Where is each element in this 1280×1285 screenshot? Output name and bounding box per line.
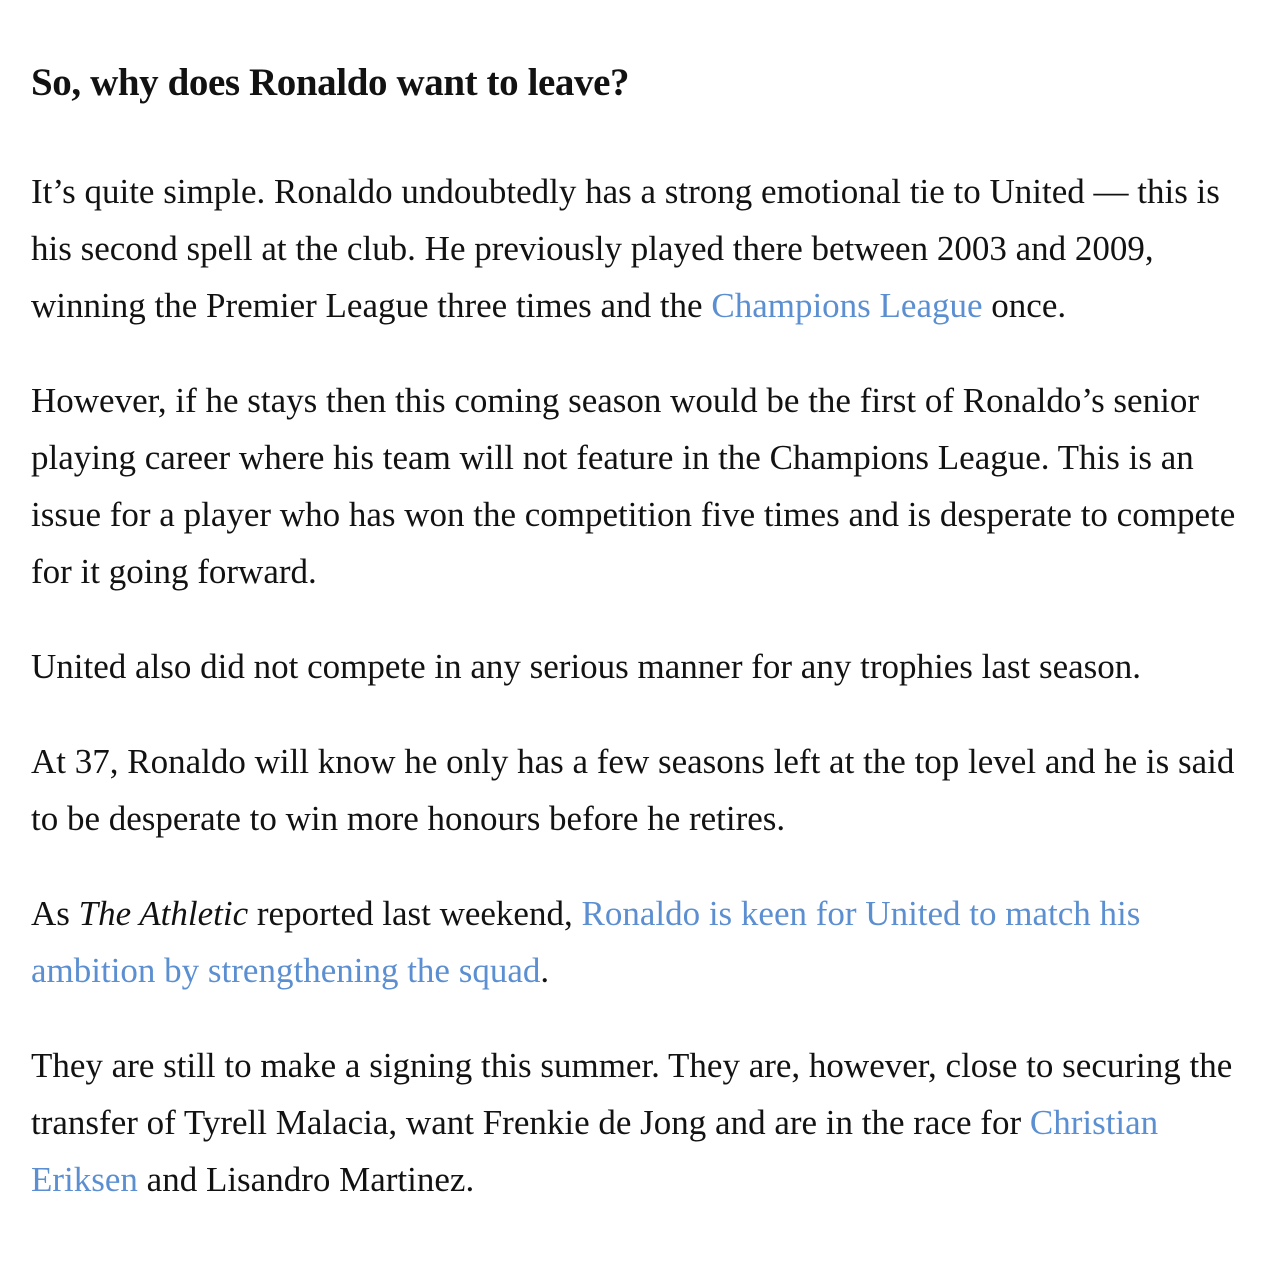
paragraph-emotional-tie xyxy=(31,163,1256,334)
christian-eriksen-link[interactable]: Christian Eriksen xyxy=(31,1103,1159,1199)
paragraph-text: As xyxy=(31,894,79,933)
paragraph-text: and Lisandro Martinez. xyxy=(137,1160,475,1199)
paragraph-signings xyxy=(31,1037,1256,1208)
section-heading: So, why does Ronaldo want to leave? xyxy=(31,61,630,104)
article-body xyxy=(31,54,1256,1208)
paragraph-text: once. xyxy=(982,286,1067,325)
paragraph-text: It’s quite simple. Ronaldo undoubtedly has a strong emotional tie to United — this is his second spell at the club. He previously played there between 2003 and 2009, winning the Premier League three times and the xyxy=(31,172,1220,325)
ronaldo-ambition-link[interactable]: Ronaldo is keen for United to match his ambition by strengthening the squad xyxy=(31,894,1141,990)
paragraph-text: . xyxy=(540,951,550,990)
paragraph-age: At 37, Ronaldo will know he only has a few seasons left at the top level and he is said to be desperate to win more honours before he retires. xyxy=(31,742,1235,838)
paragraph-text: They are still to make a signing this summer. They are, however, close to securing the transfer of Tyrell Malacia, want Frenkie de Jong and are in the race for xyxy=(31,1046,1233,1142)
paragraph-champions-league-absence: However, if he stays then this coming season would be the first of Ronaldo’s senior playing career where his team will not feature in the Champions League. This is an issue for a player who has won the competition five times and is desperate to compete for it going forward. xyxy=(31,381,1236,591)
champions-league-link[interactable]: Champions League xyxy=(711,286,983,325)
publication-name: The Athletic xyxy=(78,894,249,933)
paragraph-no-trophies: United also did not compete in any serious manner for any trophies last season. xyxy=(31,647,1142,686)
paragraph-ambition xyxy=(31,885,1256,999)
paragraph-text: reported last weekend, xyxy=(248,894,582,933)
